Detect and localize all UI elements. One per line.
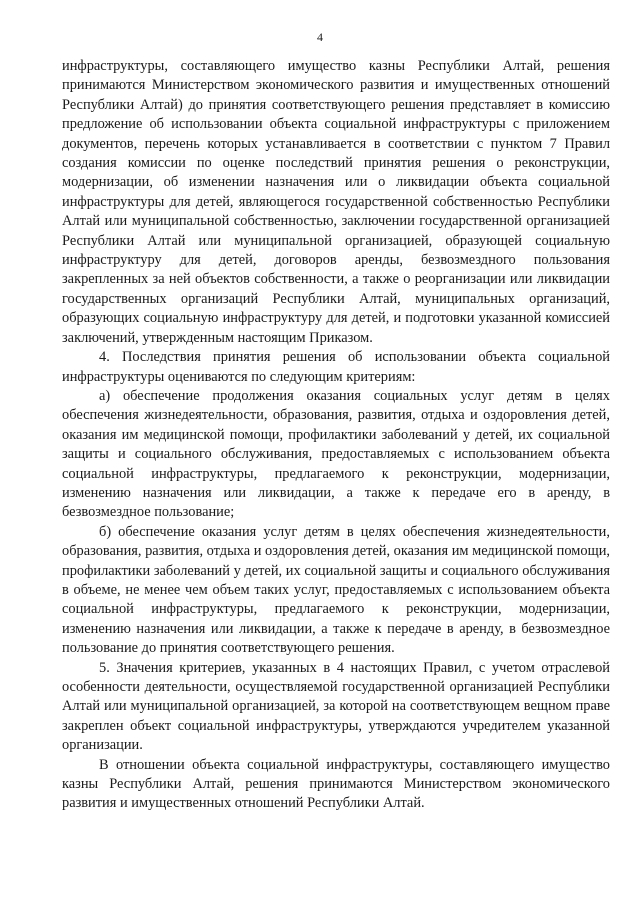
page-number: 4 <box>317 30 323 44</box>
document-body <box>62 57 610 814</box>
paragraph-item-5: 5. Значения критериев, указанных в 4 настоящих Правил, с учетом отраслевой особенности деятельности, осуществляемой государственной организацией Республики Алтай или муниципальной организацией, за которой на соответствующем вещном праве закреплен объект социальной инфраструктуры, утверждаются учредителем указанной организации. <box>62 659 610 754</box>
paragraph-treasury-note: В отношении объекта социальной инфраструктуры, составляющего имущество казны Республики Алтай, решения принимаются Министерством экономического развития и имущественных отношений Республики Алтай. <box>62 756 610 812</box>
paragraph-continuation: инфраструктуры, составляющего имущество казны Республики Алтай, решения принимаются Министерством экономического развития и имущественных отношений Республики Алтай) до принятия соответствующего решения представляет в комиссию предложение об использовании объекта социальной инфраструктуры с приложением документов, перечень которых устанавливается в соответствии с пунктом 7 Правил создания комиссии по оценке последствий принятия решения о реконструкции, модернизации, об изменении назначения или о ликвидации объекта социальной инфраструктуры для детей, являющегося государственной собственностью Республики Алтай или муниципальной собственностью, заключении государственной организацией Республики Алтай или муниципальной организацией, образующей социальную инфраструктуру для детей, договоров аренды, безвозмездного пользования закрепленных за ней объектов собственности, а также о реорганизации или ликвидации государственных организаций Республики Алтай, муниципальных организаций, образующих социальную инфраструктуру для детей, и подготовки указанной комиссией заключений, утвержденным настоящим Приказом. <box>62 58 610 346</box>
paragraph-criterion-b: б) обеспечение оказания услуг детям в целях обеспечения жизнедеятельности, образования, развития, отдыха и оздоровления детей, оказания им медицинской помощи, профилактики заболеваний у детей, их социальной защиты и социального обслуживания в объеме, не менее чем объем таких услуг, предоставляемых с использованием объекта социальной инфраструктуры, предлагаемого к реконструкции, модернизации, изменению назначения или ликвидации, а также к передаче в аренду, в безвозмездное пользование до принятия соответствующего решения. <box>62 523 610 657</box>
paragraph-criterion-a: а) обеспечение продолжения оказания социальных услуг детям в целях обеспечения жизнедеятельности, образования, развития, отдыха и оздоровления детей, оказания им медицинской помощи, профилактики заболеваний у детей, их социальной защиты и социального обслуживания, предоставляемых с использованием объекта социальной инфраструктуры, предлагаемого к реконструкции, модернизации, изменению назначения или ликвидации, а также к передаче его в аренду, в безвозмездное пользование; <box>62 387 610 521</box>
paragraph-item-4: 4. Последствия принятия решения об использовании объекта социальной инфраструктуры оцениваются по следующим критериям: <box>62 349 610 385</box>
